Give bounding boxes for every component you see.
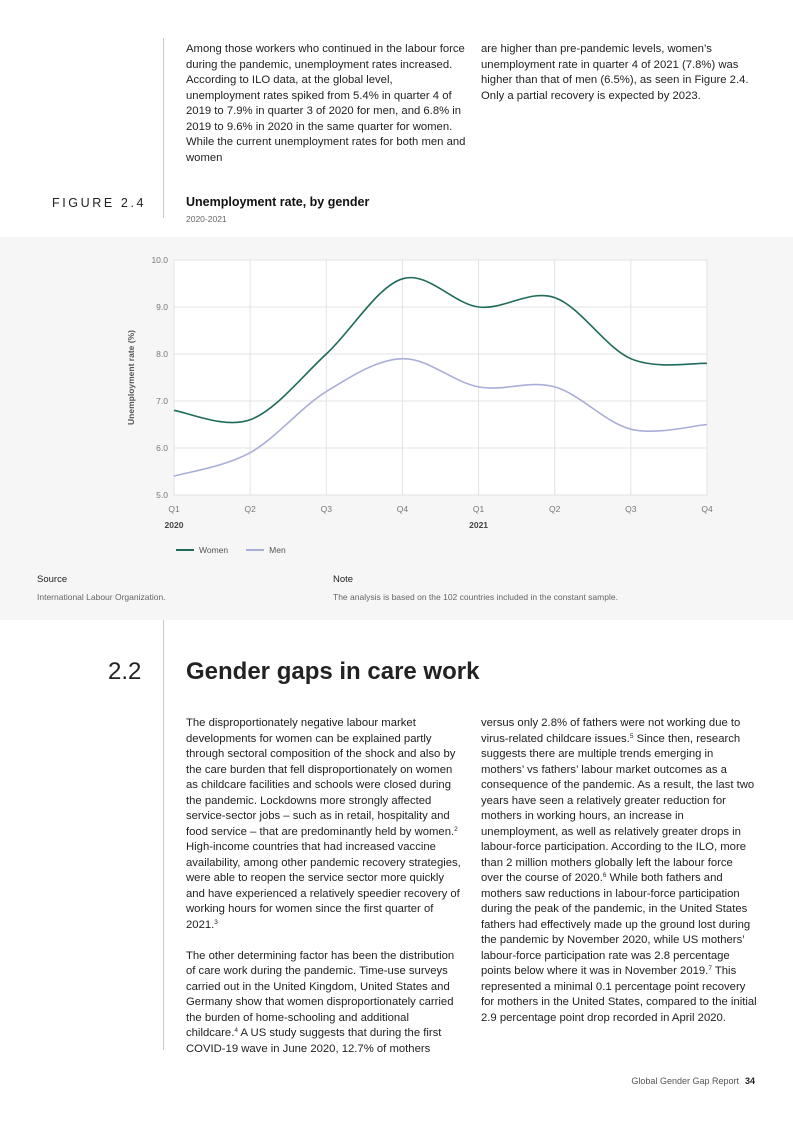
body-paragraph-3 — [481, 716, 757, 1026]
x-year-label: 2020 — [164, 520, 184, 530]
body-paragraph-1 — [186, 716, 462, 933]
plot-area — [174, 260, 707, 495]
top-divider-rule — [163, 38, 164, 218]
page-footer — [631, 1076, 755, 1086]
intro-column-2 — [481, 42, 761, 104]
footnote-ref: 5 — [629, 732, 634, 740]
legend-label-women: Women — [199, 545, 229, 555]
legend-label-men: Men — [269, 545, 286, 555]
legend-item-men — [246, 545, 286, 555]
x-tick-label: Q4 — [701, 504, 713, 514]
x-tick-label: Q3 — [320, 504, 332, 514]
y-axis-title: Unemployment rate (%) — [126, 330, 136, 425]
x-tick-label: Q2 — [549, 504, 561, 514]
body-text: A US study suggests that during the first COVID-19 wave in June 2020, 12.7% of mothers — [186, 1027, 442, 1055]
body-column-2 — [481, 716, 757, 1026]
body-text: This represented a minimal 0.1 percentage point recovery for mothers in the United States, compared to the initial 2.9 percentage point drop recorded in April 2020. — [481, 965, 757, 1024]
y-tick-label: 9.0 — [156, 302, 168, 312]
intro-column-1 — [186, 42, 466, 166]
section-title: Gender gaps in care work — [186, 658, 480, 685]
y-tick-label: 10.0 — [151, 255, 168, 265]
section-divider-rule — [163, 620, 164, 1050]
legend-swatch-men — [246, 549, 264, 551]
body-text: The other determining factor has been the distribution of care work during the pandemic. Time-use surveys carried out in the United Kingdom, United States and Germany show that women disproportionately carried the burden of home-schooling and additional childcare. — [186, 949, 455, 1039]
intro-paragraph-2: are higher than pre-pandemic levels, women’s unemployment rate in quarter 4 of 2021 (7.8%) was higher than that of men (6.5%), as seen in Figure 2.4. Only a partial recovery is expected by 2023. — [481, 43, 749, 102]
chart-legend — [176, 545, 304, 555]
legend-swatch-women — [176, 549, 194, 551]
y-tick-label: 8.0 — [156, 349, 168, 359]
figure-title: Unemployment rate, by gender — [186, 195, 370, 209]
y-tick-label: 5.0 — [156, 490, 168, 500]
chart-panel — [0, 237, 793, 620]
footnote-ref: 2 — [454, 825, 458, 833]
footnote-ref: 6 — [602, 872, 607, 879]
body-text: High-income countries that had increased vaccine availability, among other pandemic recovery strategies, were able to reopen the service sector more quickly and have experienced a relatively speedier recovery of working hours for women since the first quarter of 2021. — [186, 841, 461, 931]
body-text: While both fathers and mothers saw reductions in labour-force participation during the peak of the pandemic, in the United States fathers had effectively made up the ground lost during the pandemic by November 2020, while US mothers’ labour-force participation rate was 2.8 percentage points below where it was in November 2019. — [481, 872, 751, 977]
legend-item-women — [176, 545, 228, 555]
x-year-label: 2021 — [469, 520, 489, 530]
body-paragraph-2 — [186, 949, 462, 1058]
figure-label: FIGURE 2.4 — [52, 196, 147, 210]
report-name: Global Gender Gap Report — [631, 1076, 739, 1086]
intro-paragraph-1: Among those workers who continued in the labour force during the pandemic, unemployment rates increased. According to ILO data, at the global level, unemployment rates spiked from 5.4% in quarter 4 of 2019 to 7.9% in quarter 3 of 2020 for men, and 6.8% in 2019 to 9.6% in 2020 in the same quarter for women. While the current unemployment rates for both men and women — [186, 43, 466, 164]
x-tick-label: Q2 — [244, 504, 256, 514]
unemployment-line-chart — [0, 237, 793, 537]
y-tick-label: 7.0 — [156, 396, 168, 406]
x-tick-label: Q4 — [396, 504, 409, 514]
footnote-ref: 4 — [234, 1027, 238, 1034]
x-tick-label: Q1 — [472, 504, 485, 514]
section-number: 2.2 — [108, 658, 142, 685]
page-number: 34 — [744, 1076, 755, 1086]
x-tick-label: Q1 — [168, 504, 180, 514]
note-text: The analysis is based on the 102 countries included in the constant sample. — [333, 592, 618, 602]
footnote-ref: 3 — [214, 918, 218, 926]
note-heading: Note — [333, 574, 354, 585]
figure-subtitle: 2020-2021 — [186, 214, 227, 224]
body-column-1 — [186, 716, 462, 1057]
body-text: Since then, research suggests there are multiple trends emerging in mothers’ vs fathers’ labour market outcomes as a consequence of the pandemic. As a result, the last two years have seen a relatively greater reduction for mothers in working hours, an increase in unemployment, as well as relatively greater drops in labour-force participation. According to the ILO, more than 2 million mothers globally left the labour force over the course of 2020. — [481, 732, 755, 884]
body-text: The disproportionately negative labour market developments for women can be explained partly through sectoral composition of the shock and also by the care burden that fell disproportionately on women as childcare facilities and schools were closed during the pandemic. Lockdowns more strongly affected service-sector jobs – such as in retail, hospitality and food service – that are predominantly held by women. — [186, 717, 456, 838]
source-heading: Source — [37, 574, 68, 585]
footnote-ref: 7 — [708, 965, 712, 972]
body-text: versus only 2.8% of fathers were not working due to virus-related childcare issues. — [481, 717, 741, 745]
source-text: International Labour Organization. — [37, 592, 166, 602]
x-tick-label: Q3 — [625, 504, 637, 514]
y-tick-label: 6.0 — [156, 443, 168, 453]
